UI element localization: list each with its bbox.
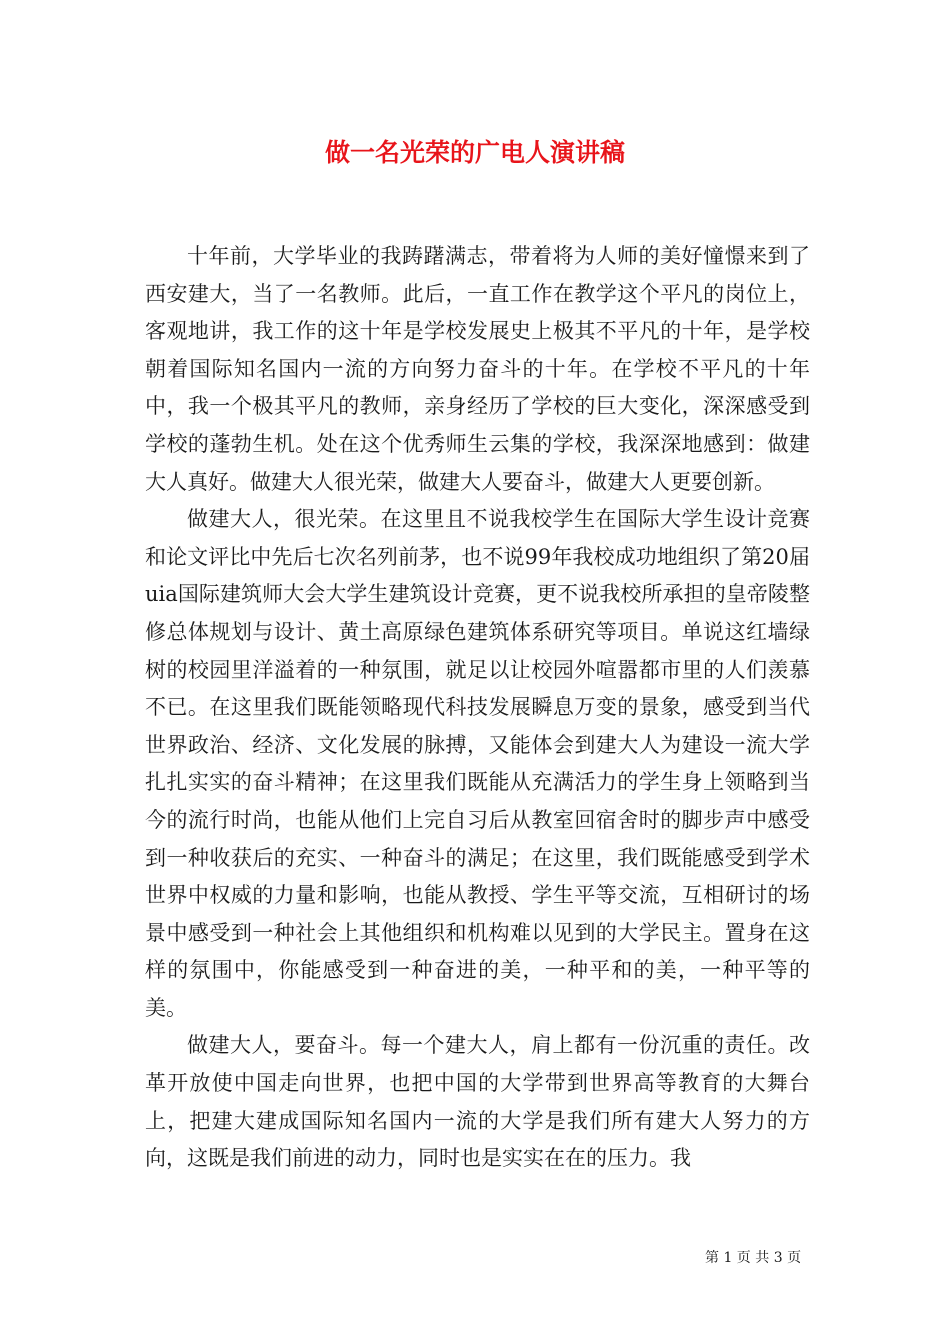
paragraph-2: 做建大人，很光荣。在这里且不说我校学生在国际大学生设计竞赛和论文评比中先后七次名列前茅，也不说99年我校成功地组织了第20届uia国际建筑师大会大学生建筑设计竞赛，更不说我校所承担的皇帝陵整修总体规划与设计、黄土高原绿色建筑体系研究等项目。单说这红墙绿树的校园里洋溢着的一种氛围，就足以让校园外喧嚣都市里的人们羡慕不已。在这里我们既能领略现代科技发展瞬息万变的景象，感受到当代世界政治、经济、文化发展的脉搏，又能体会到建大人为建设一流大学扎扎实实的奋斗精神；在这里我们既能从充满活力的学生身上领略到当今的流行时尚，也能从他们上完自习后从教室回宿舍时的脚步声中感受到一种收获后的充实、一种奋斗的满足；在这里，我们既能感受到学术世界中权威的力量和影响，也能从教授、学生平等交流，互相研讨的场景中感受到一种社会上其他组织和机构难以见到的大学民主。置身在这样的氛围中，你能感受到一种奋进的美，一种平和的美，一种平等的美。 bbox=[145, 507, 810, 1020]
paragraph-1: 十年前，大学毕业的我踌躇满志，带着将为人师的美好憧憬来到了西安建大，当了一名教师。此后，一直工作在教学这个平凡的岗位上，客观地讲，我工作的这十年是学校发展史上极其不平凡的十年，是学校朝着国际知名国内一流的方向努力奋斗的十年。在学校不平凡的十年中，我一个极其平凡的教师，亲身经历了学校的巨大变化，深深感受到学校的蓬勃生机。处在这个优秀师生云集的学校，我深深地感到：做建大人真好。做建大人很光荣，做建大人要奋斗，做建大人更要创新。 bbox=[145, 244, 810, 494]
paragraph-3: 做建大人，要奋斗。每一个建大人，肩上都有一份沉重的责任。改革开放使中国走向世界，也把中国的大学带到世界高等教育的大舞台上，把建大建成国际知名国内一流的大学是我们所有建大人努力的方向，这既是我们前进的动力，同时也是实实在在的压力。我 bbox=[145, 1033, 810, 1171]
document-body bbox=[145, 238, 810, 1178]
document-title: 做一名光荣的广电人演讲稿 bbox=[324, 138, 625, 167]
page-number: 第 1 页 共 3 页 bbox=[705, 1250, 802, 1266]
